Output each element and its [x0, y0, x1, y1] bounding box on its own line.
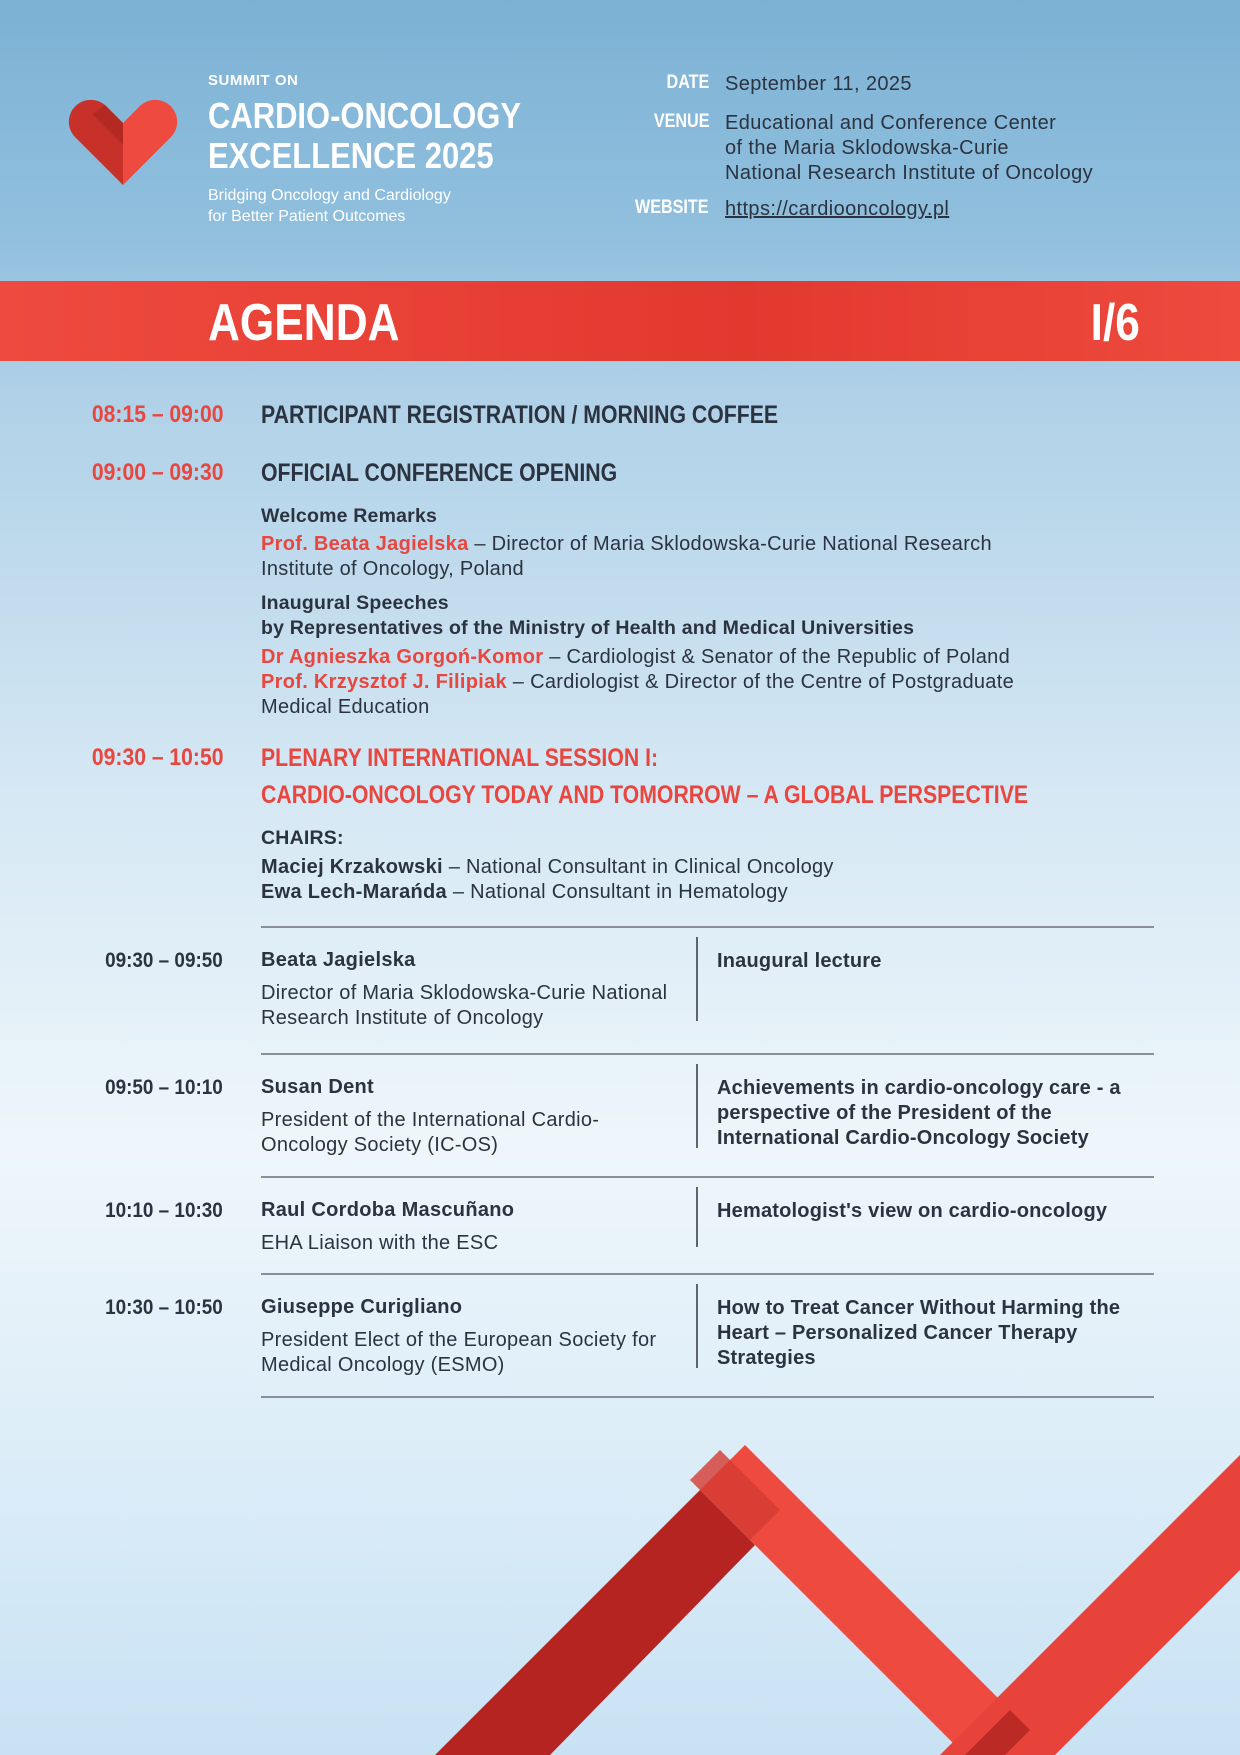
talk-speaker: Giuseppe Curigliano: [261, 1296, 463, 1318]
speaker-role: – Cardiologist & Director of the Centre of Postgraduate: [506, 671, 1014, 693]
website-value: [725, 197, 949, 222]
column-separator: [696, 1187, 698, 1247]
agenda-bar: [0, 281, 1240, 361]
website-link[interactable]: https://cardiooncology.pl: [725, 198, 950, 220]
talk-topic: Hematologist's view on cardio-oncology: [717, 1200, 1108, 1222]
brand-tagline: [208, 185, 451, 227]
website-label: WEBSITE: [635, 197, 709, 218]
speaker-name: Prof. Krzysztof J. Filipiak: [261, 671, 507, 693]
talk-time: 09:50 – 10:10: [105, 1076, 223, 1099]
date-label: DATE: [666, 72, 709, 93]
speaker-role-cont: Medical Education: [261, 696, 430, 718]
block2-title: OFFICIAL CONFERENCE OPENING: [261, 459, 618, 487]
talk-speaker-desc: EHA Liaison with the ESC: [261, 1232, 499, 1254]
talk-topic: How to Treat Cancer Without Harming the Heart – Personalized Cancer Therapy Strategies: [717, 1297, 1121, 1369]
talk-time: 09:30 – 09:50: [105, 949, 223, 972]
column-separator: [696, 937, 698, 1021]
talk-speaker: Susan Dent: [261, 1076, 375, 1098]
chair-name: Maciej Krzakowski: [261, 856, 443, 878]
divider: [261, 1053, 1154, 1055]
chair-role: – National Consultant in Clinical Oncology: [442, 856, 834, 878]
welcome-speaker: [261, 532, 992, 582]
venue-label: VENUE: [653, 111, 709, 132]
brand-title: [208, 96, 521, 176]
speaker-role-cont: Institute of Oncology, Poland: [261, 558, 524, 580]
brand-title-line-2: EXCELLENCE 2025: [208, 135, 494, 176]
talk-time: 10:10 – 10:30: [105, 1199, 223, 1222]
speaker-role: – Director of Maria Sklodowska-Curie National Research: [468, 533, 992, 555]
divider: [261, 1176, 1154, 1178]
speaker-name: Prof. Beata Jagielska: [261, 533, 469, 555]
page-indicator: I/6: [1090, 294, 1140, 352]
block3-time: 09:30 – 10:50: [91, 744, 223, 771]
block1-title: PARTICIPANT REGISTRATION / MORNING COFFEE: [261, 401, 779, 429]
talk-speaker: Raul Cordoba Mascuñano: [261, 1199, 515, 1221]
chair-name: Ewa Lech-Marańda: [261, 881, 447, 903]
speaker-name: Dr Agnieszka Gorgoń-Komor: [261, 646, 544, 668]
block1-time: 08:15 – 09:00: [91, 401, 223, 428]
chair-2: [261, 880, 788, 905]
date-value: September 11, 2025: [725, 73, 912, 95]
talk-topic: Achievements in cardio-oncology care - a perspective of the President of the International Cardio-Oncology Society: [717, 1077, 1121, 1149]
heart-ribbon-logo: [62, 90, 184, 190]
speaker-role: – Cardiologist & Senator of the Republic of Poland: [543, 646, 1011, 668]
inaugural-subheading: by Representatives of the Ministry of Health and Medical Universities: [261, 617, 915, 639]
chairs-label: CHAIRS:: [261, 827, 344, 849]
block2-time: 09:00 – 09:30: [91, 459, 223, 486]
column-separator: [696, 1284, 698, 1368]
talk-speaker-desc: President Elect of the European Society for Medical Oncology (ESMO): [261, 1329, 657, 1376]
tagline-line-1: Bridging Oncology and Cardiology: [208, 187, 451, 204]
inaugural-speaker-2: [261, 670, 1014, 720]
block3-title-1: PLENARY INTERNATIONAL SESSION I:: [261, 744, 659, 772]
ribbon-decoration: [0, 1400, 1240, 1755]
divider: [261, 1273, 1154, 1275]
brand-title-line-1: CARDIO-ONCOLOGY: [208, 95, 522, 136]
inaugural-heading: Inaugural Speeches: [261, 592, 449, 614]
brand-top: SUMMIT ON: [208, 72, 299, 89]
venue-line-1: Educational and Conference Center: [725, 112, 1057, 134]
talk-speaker-desc: President of the International Cardio-Oncology Society (IC-OS): [261, 1109, 600, 1156]
agenda-title: AGENDA: [208, 294, 400, 352]
chair-role: – National Consultant in Hematology: [446, 881, 788, 903]
divider: [261, 1396, 1154, 1398]
venue-line-3: National Research Institute of Oncology: [725, 162, 1094, 184]
venue-line-2: of the Maria Sklodowska-Curie: [725, 137, 1009, 159]
venue-value: [725, 111, 1093, 186]
divider: [261, 926, 1154, 928]
inaugural-speaker-1: [261, 645, 1010, 670]
talk-speaker: Beata Jagielska: [261, 949, 416, 971]
block3-title-2: CARDIO-ONCOLOGY TODAY AND TOMORROW – A GLOBAL PERSPECTIVE: [261, 781, 1029, 809]
tagline-line-2: for Better Patient Outcomes: [208, 208, 406, 225]
chair-1: [261, 855, 834, 880]
talk-time: 10:30 – 10:50: [105, 1296, 223, 1319]
talk-topic: Inaugural lecture: [717, 950, 882, 972]
column-separator: [696, 1064, 698, 1148]
talk-speaker-desc: Director of Maria Sklodowska-Curie National Research Institute of Oncology: [261, 982, 668, 1029]
welcome-heading: Welcome Remarks: [261, 505, 438, 527]
